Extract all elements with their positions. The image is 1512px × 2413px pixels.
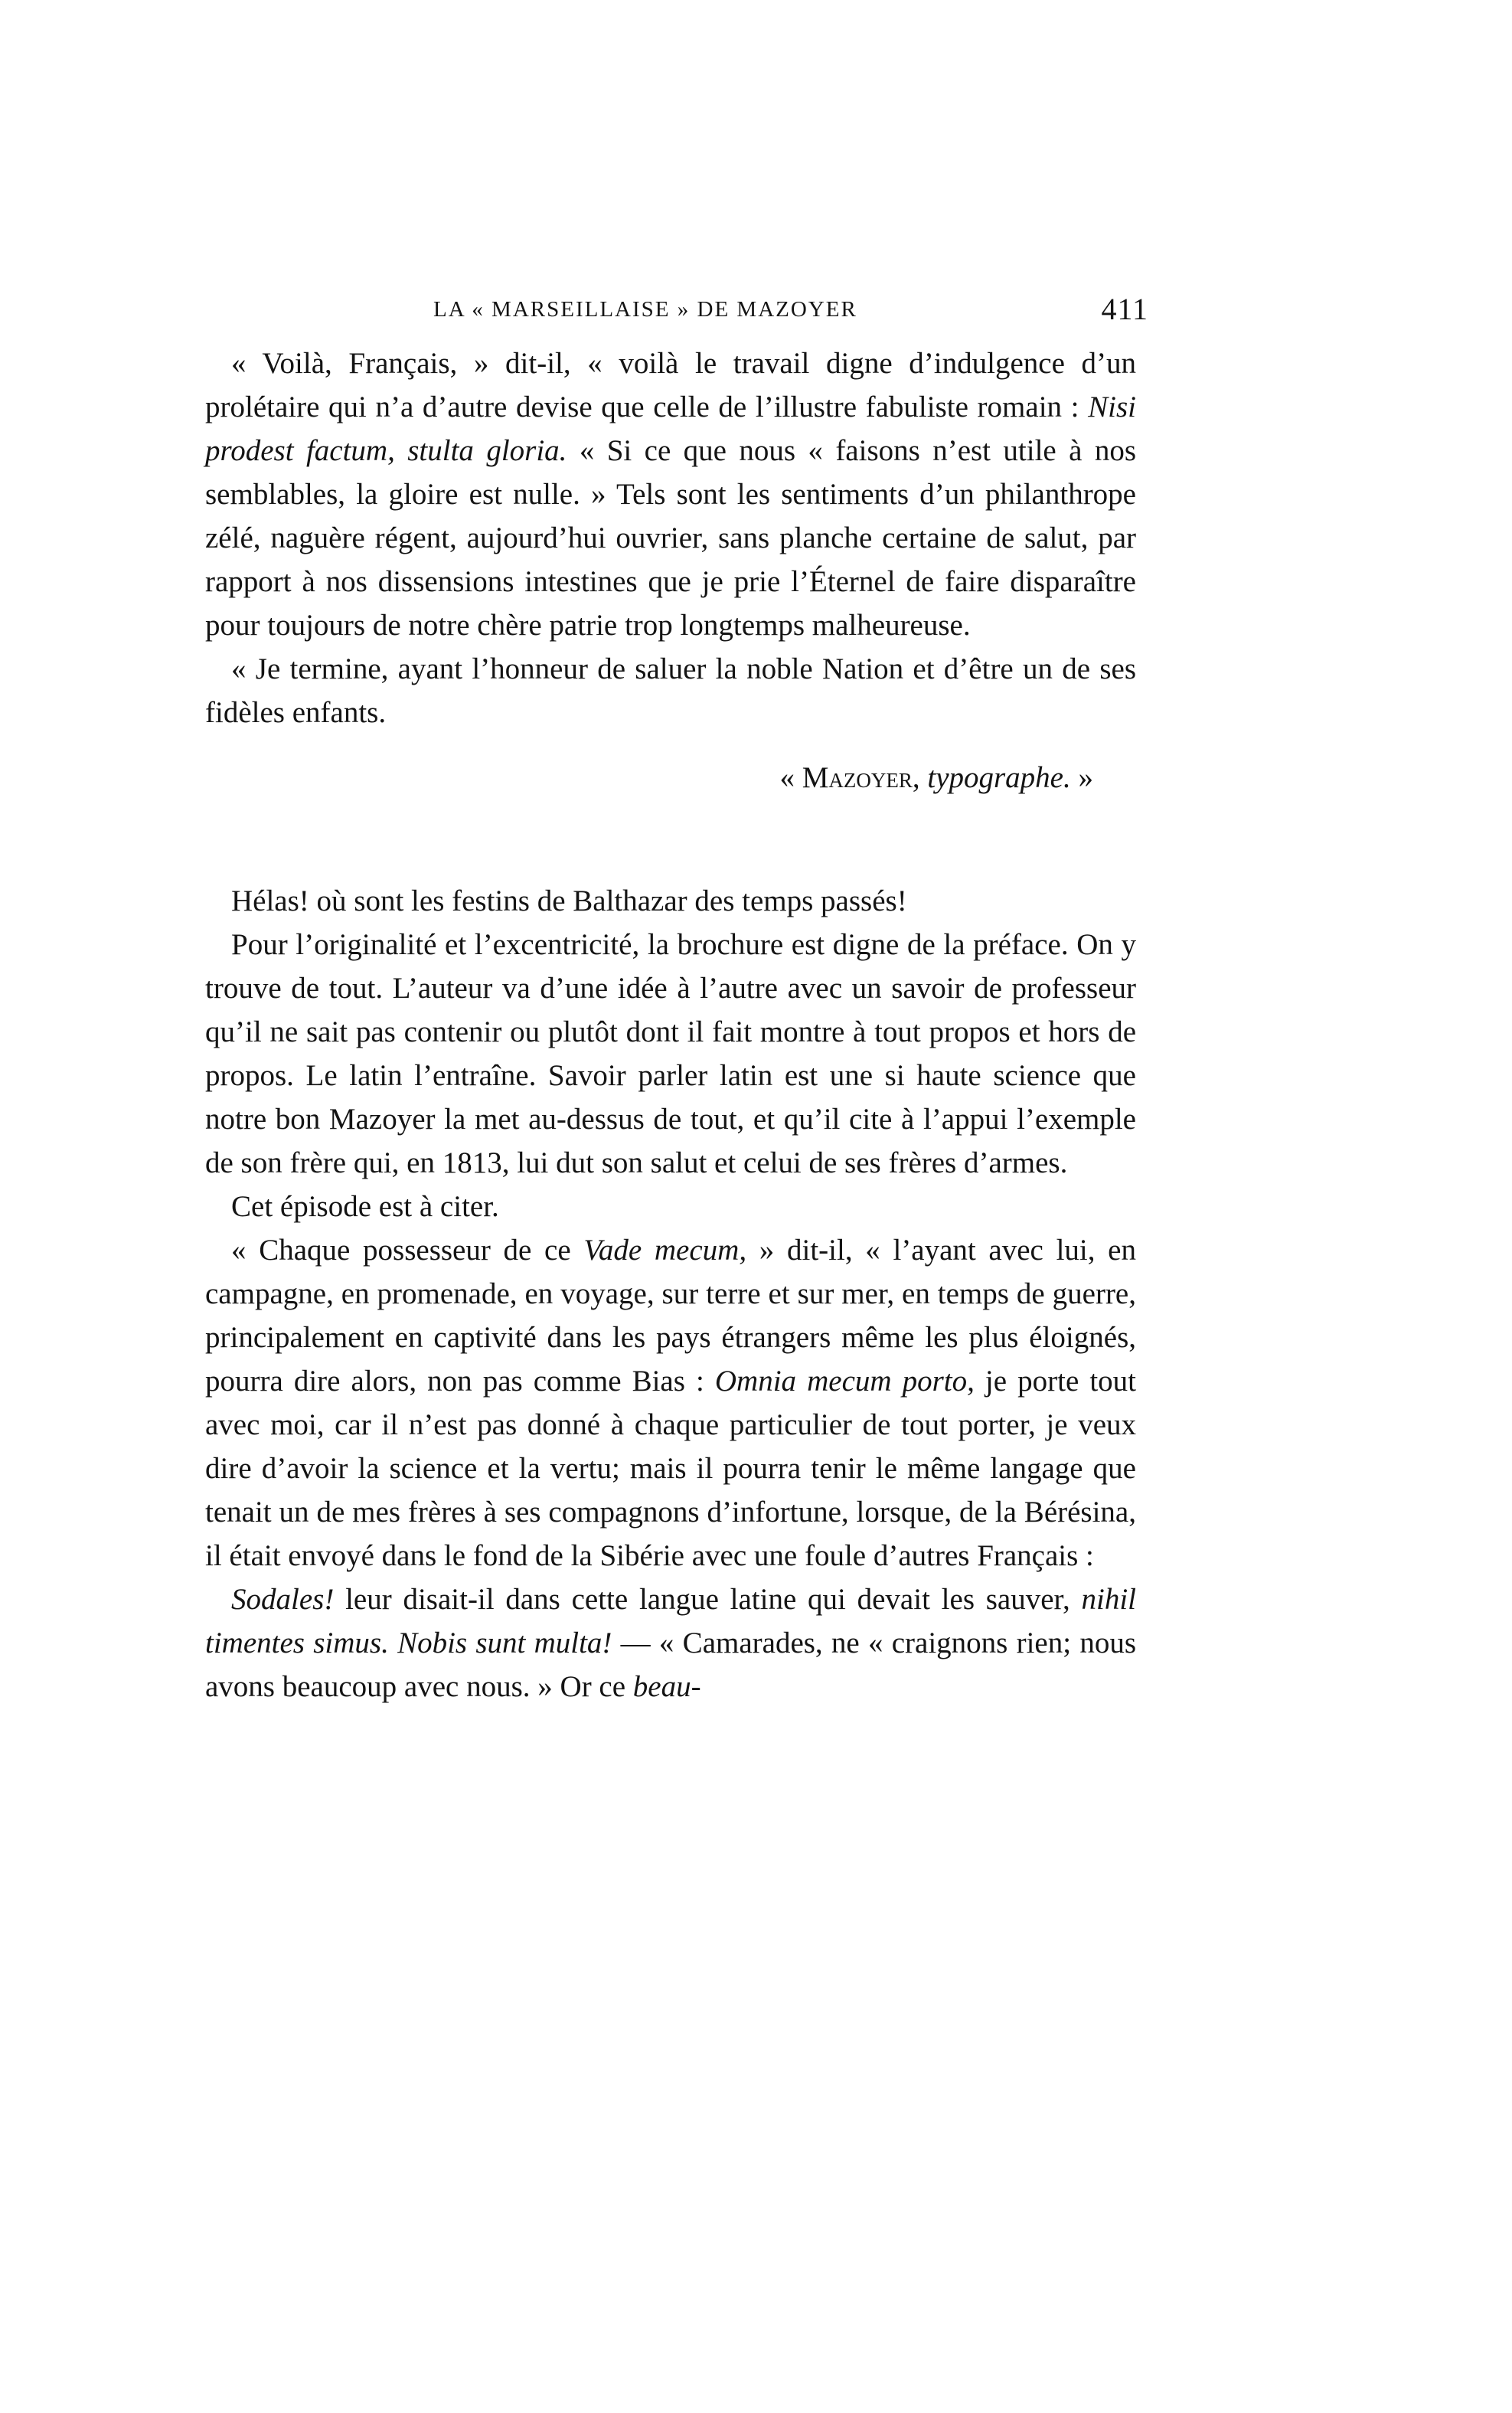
latin-quote-nisi-prodest: Nisi prodest factum, stulta gloria.: [205, 391, 1136, 467]
letter-paragraph-2: « Je termine, ayant l’honneur de saluer la noble Nation et d’être un de ses fidèles enfants.: [205, 652, 1136, 729]
signature-comma: ,: [912, 761, 928, 794]
signature-open-quote: «: [779, 761, 802, 794]
latin-sodales: Sodales!: [231, 1583, 335, 1616]
letter-paragraph-1: [205, 342, 1136, 647]
letter-signature: [205, 756, 1136, 799]
paragraph-sodales: [205, 1578, 1136, 1708]
latin-omnia-mecum-porto: Omnia mecum porto,: [714, 1365, 975, 1398]
latin-nihil-timentes: nihil timentes simus. Nobis sunt multa!: [205, 1583, 1136, 1659]
signature-occupation: typographe.: [927, 761, 1071, 794]
signature-close-quote: »: [1070, 761, 1093, 794]
paragraph-helas: Hélas! où sont les festins de Balthazar des temps passés!: [231, 884, 907, 917]
signature-name: Mazoyer: [802, 761, 913, 794]
page-number: 411: [1101, 292, 1148, 326]
section-break: [205, 799, 1136, 879]
page-header: [433, 288, 1148, 334]
body-text: [205, 342, 1136, 1708]
paragraph-originalite: Pour l’originalité et l’excentricité, la brochure est digne de la préface. On y trouve de tout. L’auteur va d’une idée à l’autre avec un savoir de professeur qu’il ne sait pas contenir ou plutôt dont il fait montre à tout propos et hors de propos. Le latin l’entraîne. Savoir parler latin est une si haute science que notre bon Mazoyer la met au-dessus de tout, et qu’il cite à l’appui l’exemple de son frère qui, en 1813, lui dut son salut et celui de ses frères d’armes.: [205, 928, 1136, 1179]
sodales-text-d: — « Camarades, ne « craignons rien; nous avons beaucoup avec nous. » Or ce: [205, 1627, 1136, 1703]
paragraph-vade-mecum: [205, 1228, 1136, 1578]
latin-vade-mecum: Vade mecum,: [583, 1234, 747, 1267]
letter-paragraph-1-text-a: « Voilà, Français, » dit-il, « voilà le travail digne d’indulgence d’un prolétaire qui n’a d’autre devise que celle de l’illustre fabuliste romain :: [205, 347, 1136, 423]
running-head: LA « MARSEILLAISE » DE MAZOYER: [433, 297, 857, 322]
paragraph-episode: Cet épisode est à citer.: [231, 1190, 499, 1223]
letter-paragraph-1-text-c: « Si ce que nous « faisons n’est utile à nos semblables, la gloire est nulle. » Tels sont les sentiments d’un philanthrope zélé, naguère régent, aujourd’hui ouvrier, sans planche certaine de salut, par rapport à nos dissensions intestines que je prie l’Éternel de faire disparaître pour toujours de notre chère patrie trop longtemps malheureuse.: [205, 434, 1137, 642]
vade-mecum-text-e: je porte tout avec moi, car il n’est pas donné à chaque particulier de tout porter, je veux dire d’avoir la science et la vertu; mais il pourra tenir le même langage que tenait un de mes frères à ses compagnons d’infortune, lorsque, de la Bérésina, il était envoyé dans le fond de la Sibérie avec une foule d’autres Français :: [205, 1365, 1136, 1572]
vade-mecum-text-a: « Chaque possesseur de ce: [231, 1234, 584, 1267]
hyphenated-word-beau: beau-: [632, 1670, 701, 1703]
sodales-text-b: leur disait-il dans cette langue latine qui devait les sauver,: [334, 1583, 1082, 1616]
vade-mecum-text-c: » dit-il, « l’ayant avec lui, en campagne, en promenade, en voyage, sur terre et sur mer, en temps de guerre, principalement en captivité dans les pays étrangers même les plus éloignés, pourra dire alors, non pas comme Bias :: [205, 1234, 1136, 1398]
